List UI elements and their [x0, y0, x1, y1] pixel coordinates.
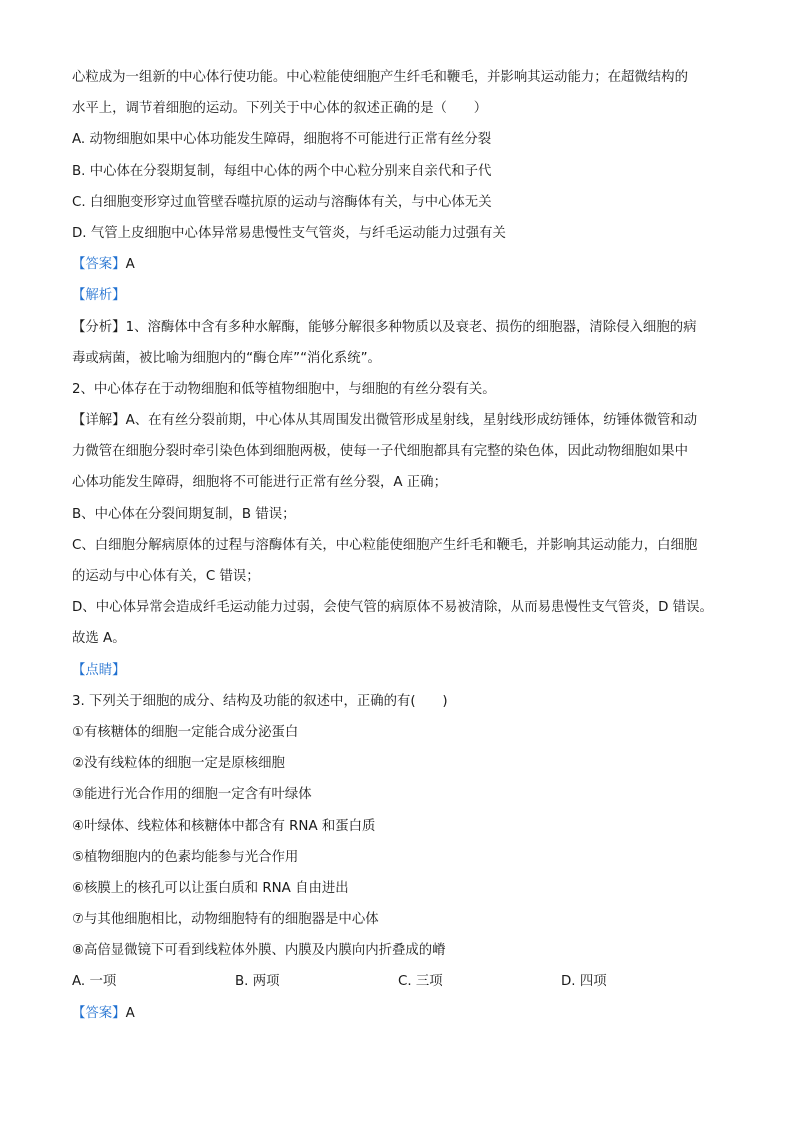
q2-fenxi-line-1: [72, 312, 726, 343]
q3-statement: ②没有线粒体的细胞一定是原核细胞: [72, 756, 285, 772]
fenxi-text-1: 1、溶酶体中含有多种水解酶，能够分解很多种物质以及衰老、损伤的细胞器，清除侵入细胞的病: [125, 319, 697, 335]
q2-conclusion: 故选 A。: [72, 631, 126, 647]
q2-option-d: D. 气管上皮细胞中心体异常易患慢性支气管炎，与纤毛运动能力过强有关: [72, 225, 506, 241]
answer-value: A: [125, 257, 135, 273]
q2-detail-line-1: [72, 405, 726, 436]
q2-detail-line-7: D、中心体异常会造成纤毛运动能力过弱，会使气管的病原体不易被清除，从而易患慢性支气管炎，D 错误。: [72, 600, 713, 616]
q2-analysis-heading: [72, 280, 726, 311]
q2-option-c: C. 白细胞变形穿过血管壁吞噬抗原的运动与溶酶体有关，与中心体无关: [72, 194, 492, 210]
q2-answer: [72, 249, 726, 280]
answer-tag: 【答案】: [72, 1005, 126, 1021]
q3-statement: ⑥核膜上的核孔可以让蛋白质和 RNA 自由进出: [72, 880, 349, 896]
q3-option-a: A. 一项: [72, 974, 117, 990]
q3-statement: ⑤植物细胞内的色素均能参与光合作用: [72, 849, 299, 865]
q2-detail-line-6: 的运动与中心体有关，C 错误；: [72, 569, 260, 584]
fenxi-tag: 【分析】: [72, 319, 126, 335]
q3-statement: ③能进行光合作用的细胞一定含有叶绿体: [72, 787, 312, 803]
q2-dianjing-heading: [72, 655, 726, 686]
q3-stem: 3. 下列关于细胞的成分、结构及功能的叙述中，正确的有( ): [72, 693, 448, 709]
q3-statement: ⑦与其他细胞相比，动物细胞特有的细胞器是中心体: [72, 912, 379, 928]
answer-value: A: [125, 1005, 135, 1021]
page-content: [72, 62, 726, 1029]
q3-statement: ⑧高倍显微镜下可看到线粒体外膜、内膜及内膜向内折叠成的嵴: [72, 943, 446, 959]
analysis-tag: 【解析】: [72, 288, 126, 304]
q3-option-c: C. 三项: [398, 974, 443, 990]
q2-detail-line-3: 心体功能发生障碍，细胞将不可能进行正常有丝分裂，A 正确；: [72, 475, 447, 491]
detail-text-1: A、在有丝分裂前期，中心体从其周围发出微管形成星射线，星射线形成纺锤体，纺锤体微管和动: [125, 413, 698, 429]
q2-detail-line-4: B、中心体在分裂间期复制，B 错误；: [72, 506, 296, 522]
q3-options: [72, 966, 726, 997]
q3-answer: [72, 998, 726, 1029]
dianjing-tag: 【点睛】: [72, 662, 126, 678]
q2-fenxi-line-3: 2、中心体存在于动物细胞和低等植物细胞中，与细胞的有丝分裂有关。: [72, 381, 496, 397]
q3-option-d: D. 四项: [561, 974, 607, 990]
q2-detail-line-2: 力微管在细胞分裂时牵引染色体到细胞两极，使每一子代细胞都具有完整的染色体，因此动物细胞如果中: [72, 444, 688, 460]
detail-tag: 【详解】: [72, 413, 126, 429]
q2-stem-line-1: 心粒成为一组新的中心体行使功能。中心粒能使细胞产生纤毛和鞭毛，并影响其运动能力；在超微结构的: [72, 70, 688, 85]
q2-option-b: B. 中心体在分裂期复制，每组中心体的两个中心粒分别来自亲代和子代: [72, 163, 492, 179]
q3-statement: ①有核糖体的细胞一定能合成分泌蛋白: [72, 724, 299, 740]
answer-tag: 【答案】: [72, 257, 126, 273]
q2-detail-line-5: C、白细胞分解病原体的过程与溶酶体有关，中心粒能使细胞产生纤毛和鞭毛，并影响其运动能力，白细胞: [72, 537, 698, 553]
q3-option-b: B. 两项: [235, 974, 280, 990]
q2-stem-line-2: 水平上，调节着细胞的运动。下列关于中心体的叙述正确的是（ ）: [72, 101, 488, 117]
q2-option-a: A. 动物细胞如果中心体功能发生障碍，细胞将不可能进行正常有丝分裂: [72, 132, 492, 148]
q3-statement: ④叶绿体、线粒体和核糖体中都含有 RNA 和蛋白质: [72, 818, 376, 834]
q2-fenxi-line-2: 毒或病菌，被比喻为细胞内的“酶仓库”“消化系统”。: [72, 350, 381, 366]
